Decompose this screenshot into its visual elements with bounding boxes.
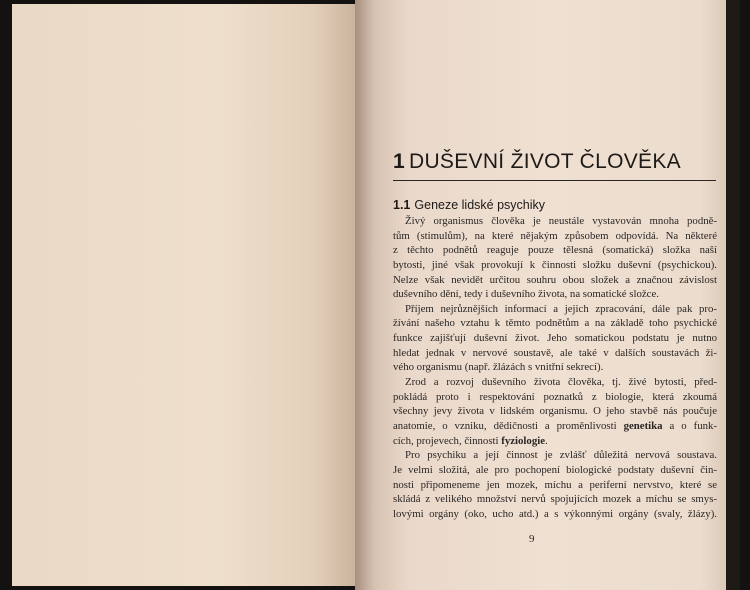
chapter-title: DUŠEVNÍ ŽIVOT ČLOVĚKA	[408, 150, 681, 173]
text-line: všechny jevy života v lidském organismu. O jeho stavbě nás poučuje	[393, 405, 717, 418]
chapter-rule	[393, 180, 716, 181]
text-line: tům (stimulům), na které nějakým způsobem odpovídá. Na některé	[393, 229, 717, 242]
text-line: skládá z velikého množství nervů spojujících mozek a míchu se smys-	[393, 493, 717, 506]
text-line: vého organismu (např. žlázách s vnitřní sekrecí).	[393, 361, 604, 374]
text-line: z těchto podnětů reaguje pouze tělesná (somatická) složka naší	[393, 244, 717, 257]
text-line	[393, 419, 717, 434]
text-segment: .	[545, 434, 548, 447]
text-line: funkce zajišťují duševní život. Jeho somatickou podstatu je nutno	[393, 332, 717, 345]
text-line: Příjem nejrůznějších informací a jejich zpracování, dále pak pro-	[405, 302, 717, 315]
text-line: hledat jednak v nervové soustavě, ale také v dalších soustavách ži-	[393, 346, 717, 359]
chapter-number: 1	[393, 150, 405, 173]
text-segment: anatomie, o vzniku, dědičnosti a proměnlivosti	[393, 419, 617, 432]
text-line: pokládá proto i respektování poznatků z biologie, která zkoumá	[393, 390, 717, 403]
text-line: žívání našeho vztahu k těmto podnětům a na základě toho psychické	[393, 317, 717, 330]
section-title: Geneze lidské psychiky	[414, 198, 546, 212]
text-line: nosti připomeneme jen mozek, míchu a periferní nervstvo, které se	[393, 478, 717, 491]
text-line: bytosti, jiné však provokují k činnosti složku duševní (psychickou).	[393, 258, 717, 271]
term-genetika: genetika	[623, 419, 663, 432]
text-line: lovými orgány (oko, ucho atd.) a s výkonnými orgány (svaly, žlázy).	[393, 507, 717, 520]
text-segment: cích, projevech, činnosti	[393, 434, 499, 447]
page-number: 9	[529, 533, 535, 545]
text-line: duševního dění, tedy i duševního života, na somatické složce.	[393, 288, 659, 301]
section-number: 1.1	[393, 198, 411, 212]
text-line: Zrod a rozvoj duševního života člověka, tj. živé bytosti, před-	[405, 376, 717, 389]
text-line	[393, 434, 717, 449]
body-text	[393, 214, 717, 521]
term-fyziologie: fyziologie	[501, 434, 546, 447]
section-heading	[393, 198, 545, 212]
page-edge-shadow	[726, 0, 740, 590]
chapter-heading	[393, 150, 681, 174]
text-line: Pro psychiku a její činnost je zvlášť důležitá nervová soustava.	[405, 449, 717, 462]
left-page	[12, 4, 355, 586]
text-segment: a o funk-	[669, 419, 717, 432]
text-line: Živý organismus člověka je neustále vystavován mnoha podně-	[405, 215, 717, 227]
text-line: Nelze však nevidět určitou souhru obou složek a značnou závislost	[393, 273, 717, 286]
text-line: Je velmi složitá, ale pro pochopení biologické podstaty duševní čin-	[393, 463, 717, 476]
